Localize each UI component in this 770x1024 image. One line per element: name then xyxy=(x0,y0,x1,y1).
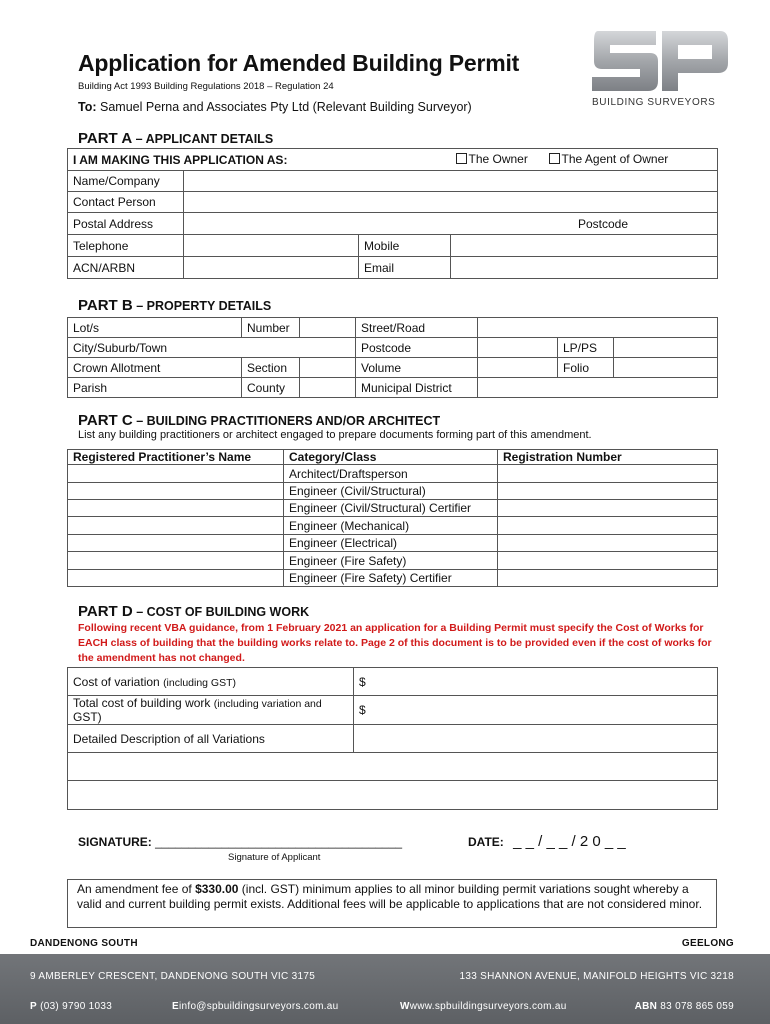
part-a-label: PART A xyxy=(78,130,133,147)
mobile-field[interactable] xyxy=(451,235,718,257)
email-label: Email xyxy=(359,257,451,279)
footer-web xyxy=(400,1001,567,1012)
part-b-heading xyxy=(78,297,271,314)
telephone-field[interactable] xyxy=(184,235,359,257)
practitioner-name-field[interactable] xyxy=(68,465,284,483)
cost-table xyxy=(67,667,718,810)
registration-field[interactable] xyxy=(498,535,718,552)
part-a-heading xyxy=(78,130,273,147)
recipient-line xyxy=(78,100,472,114)
footer-email xyxy=(172,1001,339,1012)
county-label: County xyxy=(242,378,300,398)
registration-field[interactable] xyxy=(498,500,718,517)
email-value[interactable]: info@spbuildingsurveyors.com.au xyxy=(178,1001,339,1012)
description-line-1[interactable] xyxy=(68,753,718,781)
total-cost-field[interactable] xyxy=(354,696,718,725)
vba-guidance-note: Following recent VBA guidance, from 1 February 2021 an application for a Building Permit must specify the Cost of Works for EACH class of building that the building works relate to. Page 2 of this document is to be provided even if the cost of works for the amendment has not changed. xyxy=(78,622,712,664)
footer-address-left: 9 AMBERLEY CRESCENT, DANDENONG SOUTH VIC 3175 xyxy=(30,971,316,982)
cost-variation-note: (including GST) xyxy=(163,676,237,689)
agent-checkbox[interactable] xyxy=(549,153,560,164)
recipient-label: To: xyxy=(78,100,97,114)
acn-arbn-field[interactable] xyxy=(184,257,359,279)
part-c-label: PART C xyxy=(78,412,133,429)
property-postcode-field[interactable] xyxy=(478,338,558,358)
acn-arbn-label: ACN/ARBN xyxy=(68,257,184,279)
contact-person-field[interactable] xyxy=(184,192,718,213)
legislation-subtitle: Building Act 1993 Building Regulations 2018 – Regulation 24 xyxy=(78,81,334,92)
parish-label: Parish xyxy=(68,378,184,398)
practitioner-name-field[interactable] xyxy=(68,500,284,517)
footer-bar xyxy=(0,954,770,1024)
applying-as-row xyxy=(68,149,718,171)
municipal-district-field[interactable] xyxy=(478,378,718,398)
description-line-2[interactable] xyxy=(68,781,718,810)
practitioner-name-field[interactable] xyxy=(68,535,284,552)
footer-abn xyxy=(635,1001,734,1012)
signature-line[interactable]: _____________________________________ xyxy=(155,835,403,849)
signature-row xyxy=(78,835,402,849)
phone-value: (03) 9790 1033 xyxy=(40,1001,113,1012)
folio-field[interactable] xyxy=(614,358,718,378)
dollar-sign: $ xyxy=(359,674,366,689)
part-d-label: PART D xyxy=(78,603,133,620)
applicant-details-table xyxy=(67,148,718,279)
municipal-district-label: Municipal District xyxy=(356,378,478,398)
registration-field[interactable] xyxy=(498,517,718,535)
recipient-value: Samuel Perna and Associates Pty Ltd (Relevant Building Surveyor) xyxy=(100,100,472,114)
part-c-title: – BUILDING PRACTITIONERS AND/OR ARCHITECT xyxy=(132,414,441,428)
phone-key: P xyxy=(30,1001,37,1012)
part-b-title: – PROPERTY DETAILS xyxy=(132,299,272,313)
city-field[interactable] xyxy=(242,338,356,358)
mobile-label: Mobile xyxy=(359,235,451,257)
agent-label: The Agent of Owner xyxy=(561,151,669,166)
registration-field[interactable] xyxy=(498,552,718,570)
lots-field[interactable] xyxy=(184,318,242,338)
fee-text-pre: An amendment fee of xyxy=(77,882,196,896)
postcode-label: Postcode xyxy=(577,216,628,231)
abn-key: ABN xyxy=(634,1001,658,1012)
street-road-field[interactable] xyxy=(478,318,718,338)
abn-value: 83 078 865 059 xyxy=(660,1001,734,1012)
crown-allotment-field[interactable] xyxy=(184,358,242,378)
applying-as-label: I AM MAKING THIS APPLICATION AS: xyxy=(73,152,288,167)
cost-variation-field[interactable] xyxy=(354,668,718,696)
part-c-note: List any building practitioners or architect engaged to prepare documents forming part of this amendment. xyxy=(78,429,592,441)
description-label: Detailed Description of all Variations xyxy=(68,725,354,753)
footer-location-left: DANDENONG SOUTH xyxy=(30,938,138,949)
street-road-label: Street/Road xyxy=(356,318,478,338)
number-field[interactable] xyxy=(300,318,356,338)
lp-ps-field[interactable] xyxy=(614,338,718,358)
volume-label: Volume xyxy=(356,358,478,378)
date-row xyxy=(468,833,626,850)
part-c-heading xyxy=(78,412,440,429)
practitioner-name-field[interactable] xyxy=(68,517,284,535)
contact-person-label: Contact Person xyxy=(68,192,184,213)
category-item: Engineer (Electrical) xyxy=(284,535,498,552)
total-cost-text: Total cost of building work xyxy=(73,695,211,710)
number-label: Number xyxy=(242,318,300,338)
col-registration: Registration Number xyxy=(498,450,718,465)
category-item: Engineer (Mechanical) xyxy=(284,517,498,535)
crown-allotment-label: Crown Allotment xyxy=(68,358,184,378)
footer-address-right: 133 SHANNON AVENUE, MANIFOLD HEIGHTS VIC 3218 xyxy=(459,971,734,982)
category-item: Engineer (Fire Safety) Certifier xyxy=(284,570,498,587)
name-company-label: Name/Company xyxy=(68,171,184,192)
description-field[interactable] xyxy=(354,725,718,753)
dollar-sign: $ xyxy=(359,703,366,717)
category-item: Engineer (Fire Safety) xyxy=(284,552,498,570)
registration-field[interactable] xyxy=(498,465,718,483)
footer-phone xyxy=(30,1001,112,1012)
property-postcode-label: Postcode xyxy=(356,338,478,358)
volume-field[interactable] xyxy=(478,358,558,378)
web-value[interactable]: www.spbuildingsurveyors.com.au xyxy=(409,1001,567,1012)
applicant-role-options xyxy=(456,152,669,166)
signature-label: SIGNATURE: xyxy=(78,835,152,849)
lp-ps-label: LP/PS xyxy=(558,338,614,358)
total-cost-label xyxy=(68,696,354,725)
owner-label: The Owner xyxy=(468,151,528,166)
cost-variation-text: Cost of variation xyxy=(73,674,160,689)
col-practitioner-name: Registered Practitioner’s Name xyxy=(68,450,284,465)
practitioners-table xyxy=(67,449,718,587)
lots-label: Lot/s xyxy=(68,318,184,338)
parish-field[interactable] xyxy=(184,378,242,398)
fee-amount: $330.00 xyxy=(195,882,239,896)
date-field[interactable]: _ _ / _ _ / 2 0 _ _ xyxy=(513,833,626,850)
practitioner-name-field[interactable] xyxy=(68,570,284,587)
total-cost-note: (including variation and xyxy=(213,697,322,710)
folio-label: Folio xyxy=(558,358,614,378)
amendment-fee-notice xyxy=(67,879,717,928)
county-field[interactable] xyxy=(300,378,356,398)
city-label: City/Suburb/Town xyxy=(68,338,242,358)
owner-checkbox[interactable] xyxy=(456,153,467,164)
page-title: Application for Amended Building Permit xyxy=(78,50,520,76)
signature-caption: Signature of Applicant xyxy=(228,852,321,863)
fee-text-post: (incl. GST) minimum applies to all minor building permit variations sought whereby a valid and current building permit exists. Additional fees will be applicable to applications that are not considered minor. xyxy=(77,882,703,911)
practitioner-name-field[interactable] xyxy=(68,483,284,500)
category-item: Architect/Draftsperson xyxy=(284,465,498,483)
registration-field[interactable] xyxy=(498,570,718,587)
email-key: E xyxy=(172,1001,179,1012)
postal-address-label: Postal Address xyxy=(68,213,184,235)
telephone-label: Telephone xyxy=(68,235,184,257)
web-key: W xyxy=(400,1001,410,1012)
part-b-label: PART B xyxy=(78,297,133,314)
registration-field[interactable] xyxy=(498,483,718,500)
cost-variation-label xyxy=(68,668,354,696)
part-a-title: – APPLICANT DETAILS xyxy=(132,132,274,146)
section-label: Section xyxy=(242,358,300,378)
part-d-title: – COST OF BUILDING WORK xyxy=(132,605,310,619)
practitioner-name-field[interactable] xyxy=(68,552,284,570)
email-field[interactable] xyxy=(451,257,718,279)
postal-address-field[interactable] xyxy=(184,213,718,235)
category-item: Engineer (Civil/Structural) Certifier xyxy=(284,500,498,517)
col-category: Category/Class xyxy=(284,450,498,465)
logo-subtitle: BUILDING SURVEYORS xyxy=(592,97,716,108)
part-d-heading xyxy=(78,603,309,620)
category-item: Engineer (Civil/Structural) xyxy=(284,483,498,500)
section-field[interactable] xyxy=(300,358,356,378)
property-details-final xyxy=(67,317,718,398)
date-label: DATE: xyxy=(468,835,504,849)
total-cost-note-2: GST) xyxy=(73,709,102,724)
footer-location-right: GEELONG xyxy=(681,938,734,949)
name-company-field[interactable] xyxy=(184,171,718,192)
